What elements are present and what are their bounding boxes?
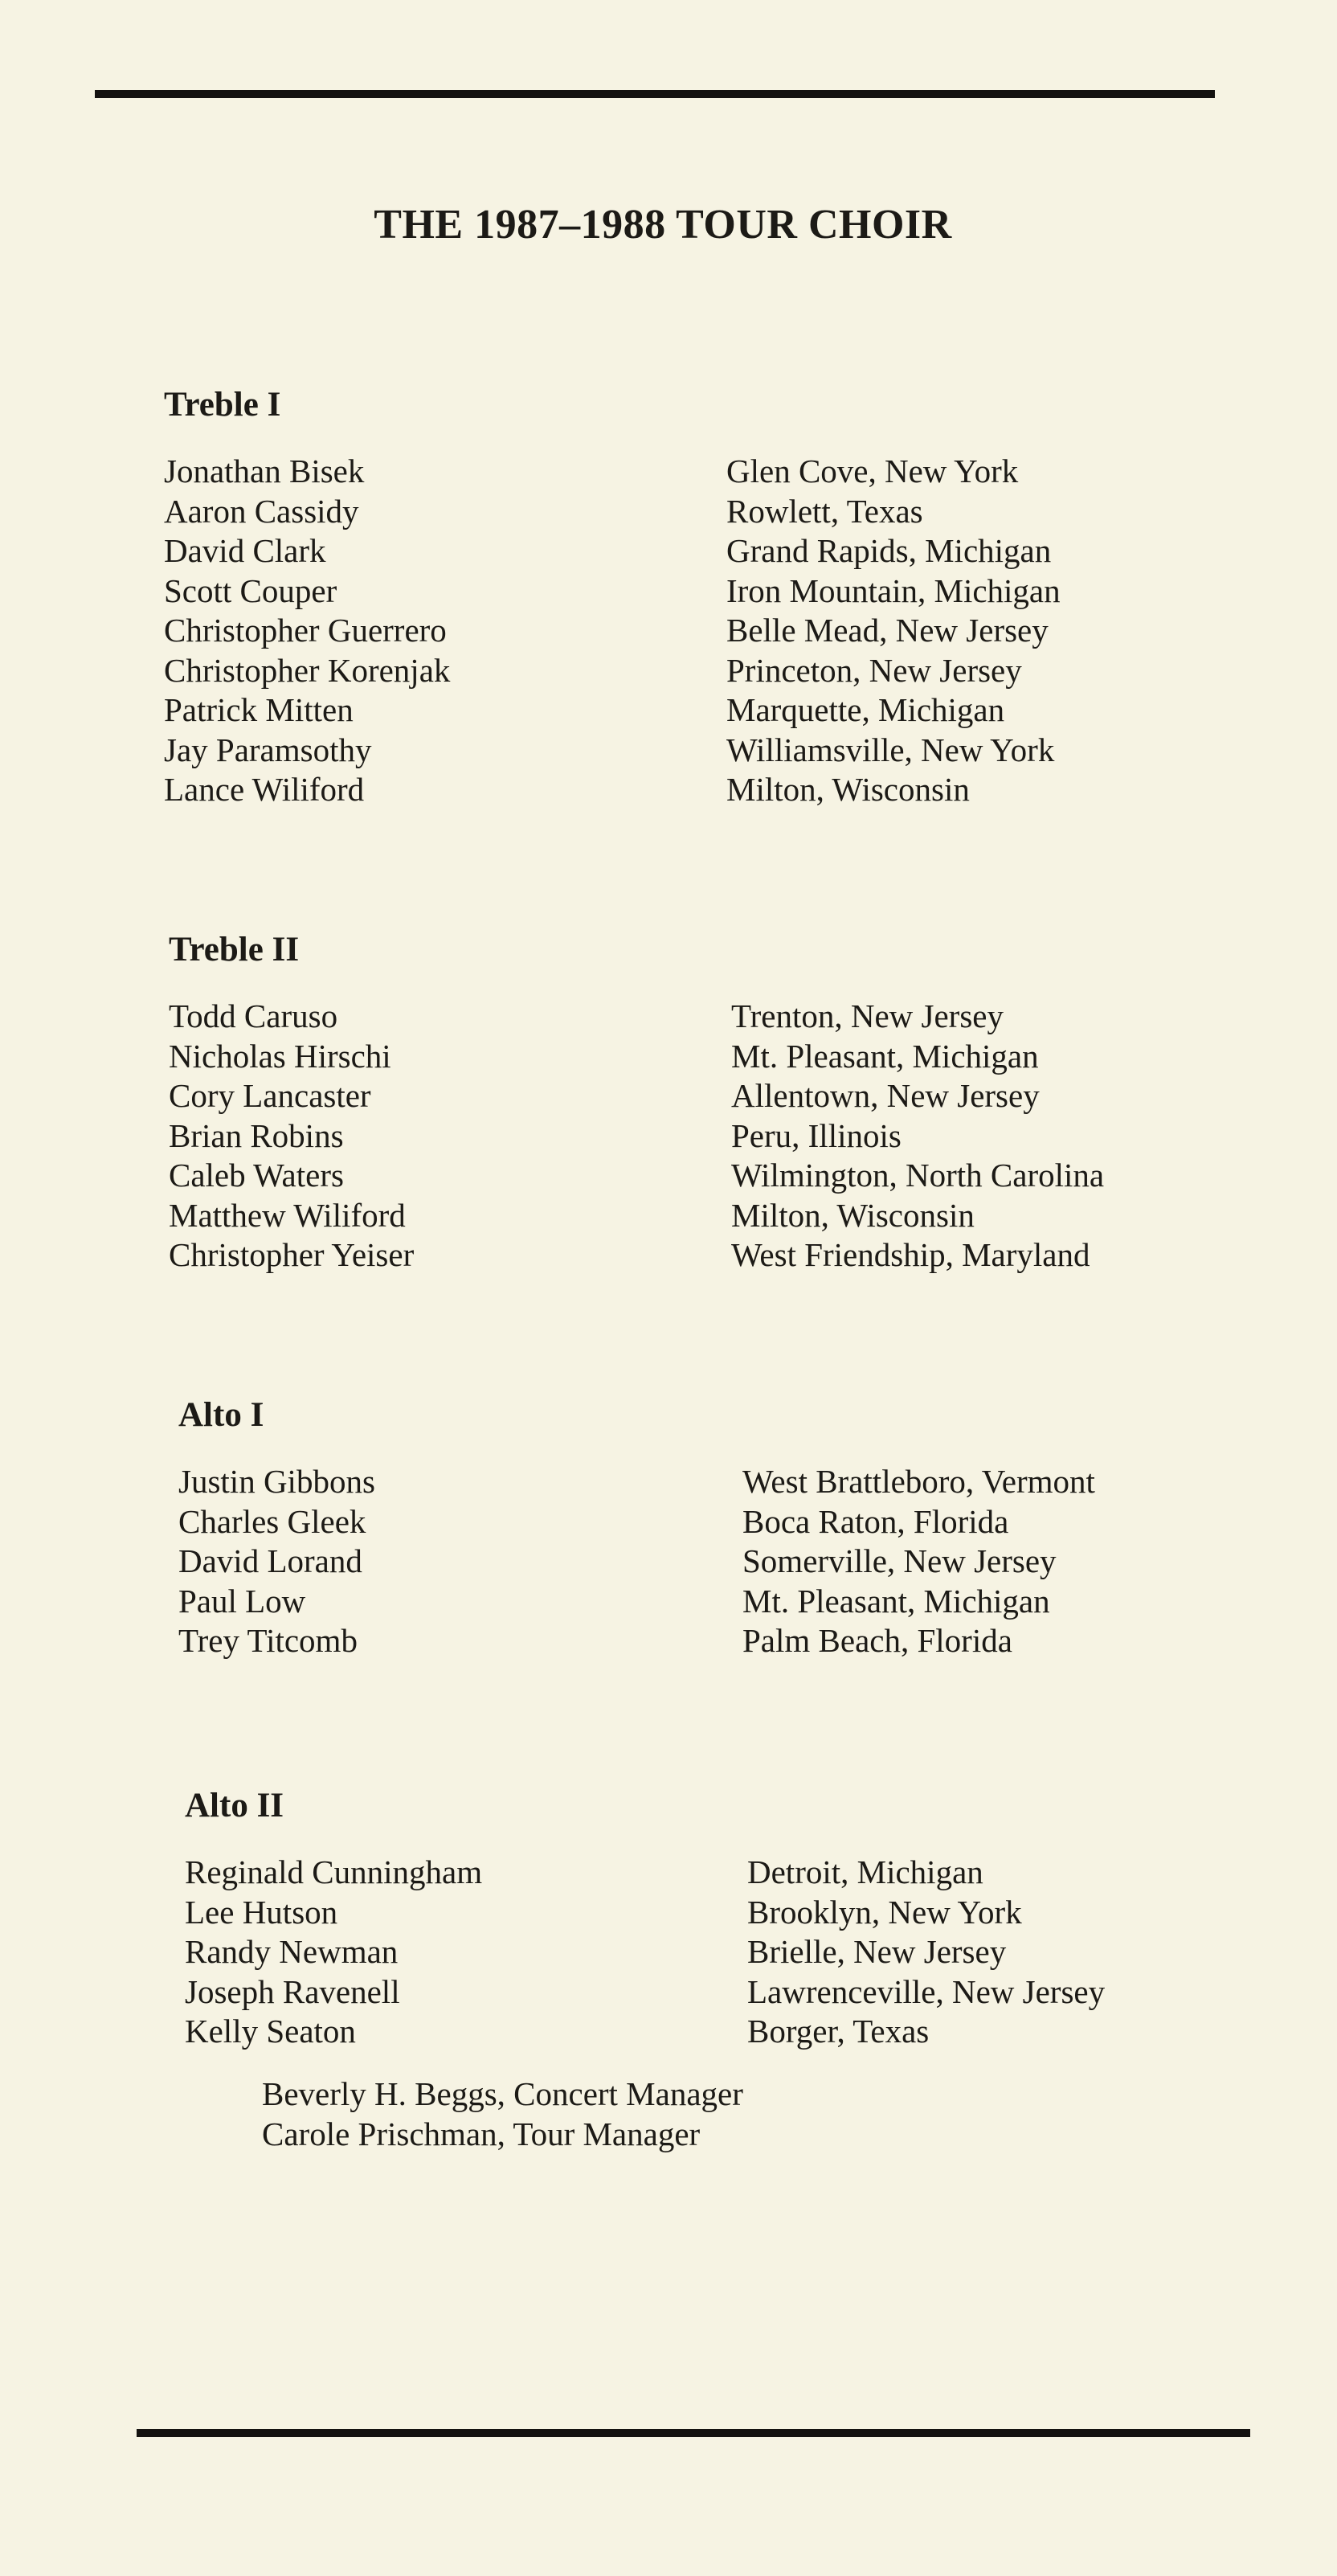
member-hometown: Marquette, Michigan <box>726 691 1005 728</box>
member-name: Aaron Cassidy <box>164 492 359 530</box>
section-treble-2 <box>169 926 1104 1276</box>
roster-row <box>169 1037 1104 1077</box>
member-name: Brian Robins <box>169 1116 344 1154</box>
roster-row <box>169 1156 1104 1196</box>
member-hometown: Trenton, New Jersey <box>731 997 1004 1034</box>
member-name: Lance Wiliford <box>164 771 365 808</box>
member-name: Lee Hutson <box>185 1893 338 1931</box>
roster-row <box>164 452 1061 492</box>
roster-row <box>164 611 1061 651</box>
member-hometown: Iron Mountain, Michigan <box>726 571 1061 609</box>
member-name: Scott Couper <box>164 571 337 609</box>
roster-list <box>185 1853 1105 2052</box>
section-alto-1 <box>178 1391 1095 1661</box>
page-title: THE 1987–1988 TOUR CHOIR <box>374 202 952 248</box>
member-hometown: Rowlett, Texas <box>726 492 923 530</box>
member-name: Matthew Wiliford <box>169 1196 406 1234</box>
roster-row <box>169 1196 1104 1236</box>
member-name: David Clark <box>164 532 326 569</box>
section-heading: Alto I <box>178 1396 264 1434</box>
member-name: Kelly Seaton <box>185 2013 356 2050</box>
roster-row <box>178 1542 1095 1582</box>
section-heading: Treble I <box>164 386 281 424</box>
member-name: Jay Paramsothy <box>164 731 372 768</box>
member-name: Paul Low <box>178 1582 306 1620</box>
member-hometown: Williamsville, New York <box>726 731 1055 768</box>
section-alto-2 <box>185 1782 1105 2052</box>
member-hometown: Allentown, New Jersey <box>731 1077 1040 1114</box>
roster-row <box>164 651 1061 691</box>
member-name: David Lorand <box>178 1542 362 1579</box>
roster-row <box>164 571 1061 612</box>
member-name: Christopher Yeiser <box>169 1236 415 1273</box>
member-name: Justin Gibbons <box>178 1463 375 1500</box>
member-hometown: Milton, Wisconsin <box>726 771 970 808</box>
bottom-rule <box>137 2429 1250 2437</box>
member-name: Cory Lancaster <box>169 1077 371 1114</box>
roster-row <box>185 1972 1105 2013</box>
member-name: Nicholas Hirschi <box>169 1037 391 1075</box>
roster-row <box>178 1462 1095 1502</box>
member-hometown: West Brattleboro, Vermont <box>742 1463 1095 1500</box>
member-name: Joseph Ravenell <box>185 1972 400 2010</box>
roster-list <box>164 452 1061 810</box>
roster-row <box>169 1116 1104 1157</box>
member-hometown: Peru, Illinois <box>731 1116 902 1154</box>
member-hometown: West Friendship, Maryland <box>731 1236 1090 1273</box>
roster-row <box>164 770 1061 810</box>
member-hometown: Brooklyn, New York <box>747 1893 1022 1931</box>
member-hometown: Lawrenceville, New Jersey <box>747 1972 1106 2010</box>
member-name: Caleb Waters <box>169 1157 344 1194</box>
member-hometown: Wilmington, North Carolina <box>731 1157 1105 1194</box>
staff-credit-tour-manager: Carole Prischman, Tour Manager <box>262 2115 701 2152</box>
member-name: Patrick Mitten <box>164 691 354 728</box>
member-hometown: Boca Raton, Florida <box>742 1502 1009 1540</box>
roster-row <box>178 1582 1095 1622</box>
roster-list <box>169 997 1104 1276</box>
roster-list <box>178 1462 1095 1661</box>
section-heading: Alto II <box>185 1787 284 1824</box>
member-name: Todd Caruso <box>169 997 338 1034</box>
member-hometown: Palm Beach, Florida <box>742 1622 1012 1659</box>
roster-row <box>169 1235 1104 1276</box>
member-hometown: Grand Rapids, Michigan <box>726 532 1052 569</box>
member-name: Trey Titcomb <box>178 1622 358 1659</box>
roster-row <box>185 1853 1105 1893</box>
member-name: Christopher Korenjak <box>164 651 451 689</box>
member-name: Christopher Guerrero <box>164 612 447 649</box>
roster-row <box>185 1932 1105 1972</box>
roster-row <box>178 1502 1095 1542</box>
roster-row <box>164 492 1061 532</box>
member-hometown: Somerville, New Jersey <box>742 1542 1057 1579</box>
roster-row <box>185 1893 1105 1933</box>
roster-row <box>178 1621 1095 1661</box>
member-hometown: Mt. Pleasant, Michigan <box>731 1037 1039 1075</box>
roster-row <box>164 531 1061 571</box>
roster-row <box>185 2012 1105 2052</box>
roster-row <box>164 690 1061 731</box>
section-treble-1 <box>164 381 1061 810</box>
section-heading: Treble II <box>169 931 300 969</box>
staff-credits <box>262 2074 743 2154</box>
member-name: Randy Newman <box>185 1933 399 1970</box>
member-hometown: Glen Cove, New York <box>726 453 1019 489</box>
member-hometown: Borger, Texas <box>747 2013 930 2050</box>
member-name: Charles Gleek <box>178 1502 366 1540</box>
member-hometown: Mt. Pleasant, Michigan <box>742 1582 1050 1620</box>
roster-row <box>169 997 1104 1037</box>
member-hometown: Detroit, Michigan <box>747 1853 983 1890</box>
member-name: Jonathan Bisek <box>164 453 365 489</box>
roster-row <box>164 731 1061 771</box>
member-hometown: Princeton, New Jersey <box>726 651 1022 689</box>
member-hometown: Belle Mead, New Jersey <box>726 612 1049 649</box>
top-rule <box>95 90 1215 98</box>
member-hometown: Milton, Wisconsin <box>731 1196 975 1234</box>
member-name: Reginald Cunningham <box>185 1853 483 1890</box>
roster-row <box>169 1076 1104 1116</box>
member-hometown: Brielle, New Jersey <box>747 1933 1007 1970</box>
staff-credit-concert-manager: Beverly H. Beggs, Concert Manager <box>262 2075 743 2112</box>
